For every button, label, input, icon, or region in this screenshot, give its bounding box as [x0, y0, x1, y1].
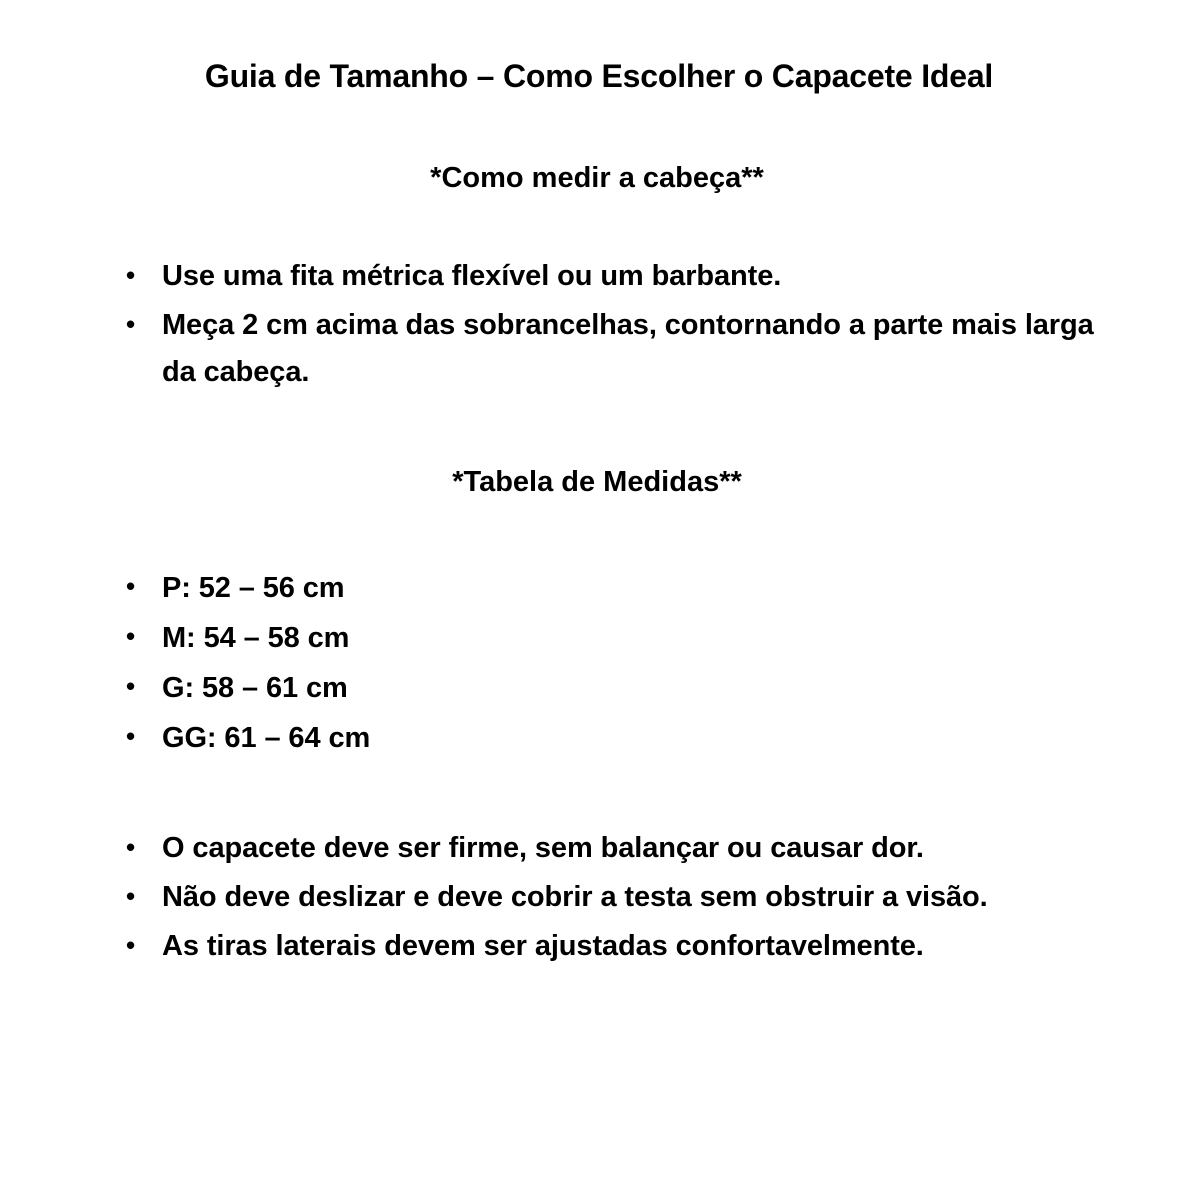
list-item: • Meça 2 cm acima das sobrancelhas, contornando a parte mais larga da cabeça.	[120, 302, 1104, 396]
list-item: • Use uma fita métrica flexível ou um barbante.	[120, 253, 1104, 300]
section-heading-how-to-measure: *Como medir a cabeça**	[430, 161, 764, 194]
page-title: Guia de Tamanho – Como Escolher o Capacete Ideal	[204, 58, 994, 94]
list-item: • GG: 61 – 64 cm	[120, 714, 1104, 764]
size-table-list	[120, 564, 1104, 764]
list-item: • P: 52 – 56 cm	[120, 564, 1104, 614]
list-item: • O capacete deve ser firme, sem balançar ou causar dor.	[120, 825, 1104, 872]
list-item: • M: 54 – 58 cm	[120, 614, 1104, 664]
fit-notes-list	[120, 825, 1104, 970]
list-item: • As tiras laterais devem ser ajustadas confortavelmente.	[120, 923, 1104, 970]
measure-instructions-list	[120, 253, 1104, 396]
list-item: • G: 58 – 61 cm	[120, 664, 1104, 714]
list-item: • Não deve deslizar e deve cobrir a testa sem obstruir a visão.	[120, 874, 1104, 921]
section-heading-size-table: *Tabela de Medidas**	[452, 466, 742, 499]
